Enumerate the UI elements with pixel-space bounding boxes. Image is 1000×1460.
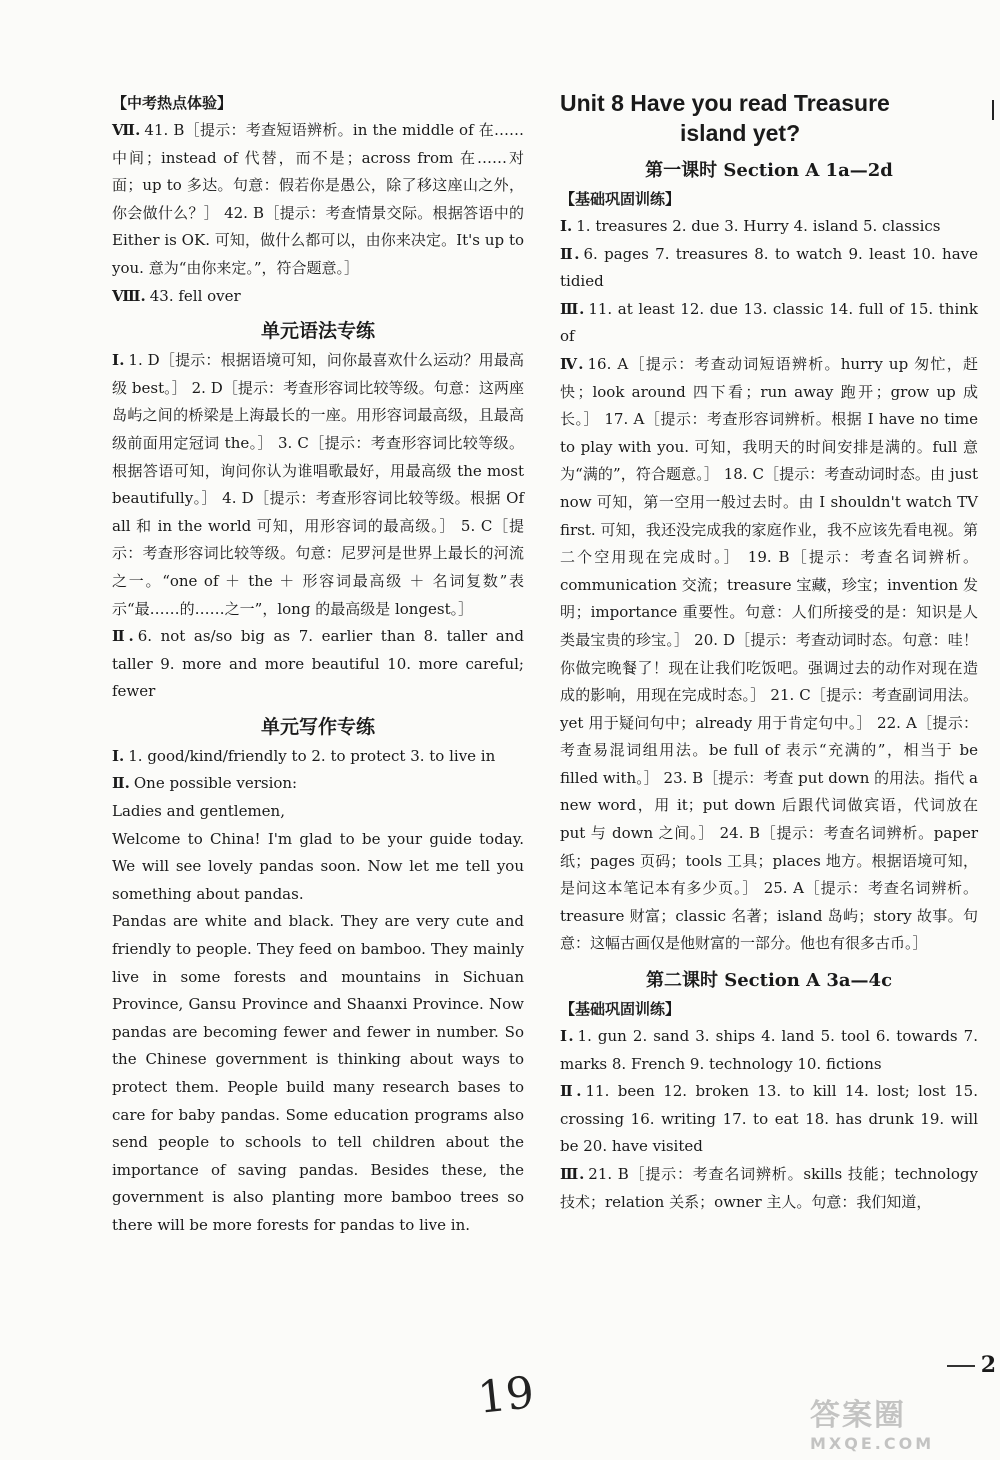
lesson2-item-ii: Ⅱ. 11. been 12. broken 13. to kill 14. lost; lost 15. crossing 16. writing 17. to eat 18. has drunk 19. will be 20. have visited bbox=[560, 1082, 978, 1156]
lesson1-item-iv: Ⅳ. 16. A［提示：考查动词短语辨析。hurry up 匆忙，赶快；look around 四下看；run away 跑开；grow up 成长。］ 17. A［提示：考查形容词辨析。根据 I have no time to play with you. 可知，我明天的时间安排是满的。full 意为“满的”，符合题意。］ 18. C［提示：考查动词时态。由 just now 可知，第一空用一般过去时。由 I shouldn't watch TV first. 可知，我还没完成我的家庭作业，我不应该先看电视。第二个空用现在完成时。］ 19. B［提示：考查名词辨析。communication 交流；treasure 宝藏，珍宝；invention 发明；importance 重要性。句意：人们所接受的是：知识是人类最宝贵的珍宝。］ 20. D［提示：考查动词时态。句意：哇！你做完晚餐了！现在让我们吃饭吧。强调过去的动作对现在造成的影响，用现在完成时态。］ 21. C［提示：考查副词用法。yet 用于疑问句中；already 用于肯定句中。］ 22. A［提示：考查易混词组用法。be full of 表示“充满的”，相当于 be filled with。］ 23. B［提示：考查 put down 的用法。指代 a new word，用 it；put down 后跟代词做宾语，代词放在 put 与 down 之间。］ 24. B［提示：考查名词辨析。paper 纸；pages 页码；tools 工具；places 地方。根据语境可知，是问这本笔记本有多少页。］ 25. A［提示：考查名词辨析。treasure 财富；classic 名著；island 岛屿；story 故事。句意：这幅古画仅是他财富的一部分。他也有很多古币。］ bbox=[560, 354, 978, 953]
essay-greeting: Ladies and gentlemen, bbox=[112, 802, 285, 821]
grammar-item-ii: Ⅱ. 6. not as/so big as 7. earlier than 8. taller and taller 9. more and more beautiful 10. more careful; fewer bbox=[112, 627, 524, 701]
unit-title bbox=[560, 88, 978, 148]
heading-writing: 单元写作专练 bbox=[260, 715, 375, 738]
lesson1-item-ii: Ⅱ. 6. pages 7. treasures 8. to watch 9. least 10. have tidied bbox=[560, 244, 978, 291]
lesson-heading-1: 第一课时 Section A 1a—2d bbox=[645, 160, 893, 181]
writing-item-i: Ⅰ. 1. good/kind/friendly to 2. to protect 3. to live in bbox=[112, 746, 496, 765]
section-bracket-hot: 【中考热点体验】 bbox=[112, 94, 233, 112]
heading-grammar: 单元语法专练 bbox=[260, 320, 375, 343]
watermark-line2: MXQE.COM bbox=[810, 1434, 935, 1453]
right-column bbox=[560, 88, 978, 1216]
watermark-logo bbox=[810, 1390, 980, 1453]
margin-bar bbox=[992, 100, 994, 120]
section-bracket-basic-2: 【基础巩固训练】 bbox=[560, 1000, 681, 1019]
answer-item-viii: Ⅷ. 43. fell over bbox=[112, 286, 241, 305]
unit-title-line2: island yet? bbox=[680, 120, 801, 146]
writing-item-ii: Ⅱ. One possible version: bbox=[112, 774, 298, 793]
essay-para-1: Welcome to China! I'm glad to be your guide today. We will see lovely pandas soon. Now let me tell you something about pandas. bbox=[112, 829, 524, 903]
page-number: 2 bbox=[947, 1352, 996, 1378]
lesson1-item-iii: Ⅲ. 11. at least 12. due 13. classic 14. full of 15. think of bbox=[560, 299, 978, 346]
lesson2-item-iii: Ⅲ. 21. B［提示：考查名词辨析。skills 技能；technology 技术；relation 关系；owner 主人。句意：我们知道， bbox=[560, 1165, 978, 1211]
lesson-heading-2: 第二课时 Section A 3a—4c bbox=[645, 970, 893, 992]
answer-item-vii: Ⅶ. 41. B［提示：考查短语辨析。in the middle of 在……中间；instead of 代替，而不是；across from 在……对面；up to 多达。句意：假若你是愚公，除了移这座山之外，你会做什么？］ 42. B［提示：考查情景交际。根据答语中的 Either is OK. 可知，做什么都可以，由你来决定。It's up to you. 意为“由你来定。”，符合题意。］ bbox=[112, 121, 524, 277]
section-bracket-basic-1: 【基础巩固训练】 bbox=[560, 190, 681, 208]
left-column bbox=[112, 88, 524, 1240]
watermark-line1: 答案圈 bbox=[810, 1398, 906, 1433]
handwritten-number: 19 bbox=[475, 1367, 537, 1424]
unit-title-line1: Unit 8 Have you read Treasure bbox=[560, 90, 890, 116]
lesson1-item-i: Ⅰ. 1. treasures 2. due 3. Hurry 4. island 5. classics bbox=[560, 217, 941, 235]
essay-para-2: Pandas are white and black. They are very cute and friendly to people. They feed on bamboo. They mainly live in some forests and mountains in Sichuan Province, Gansu Province and Shaanxi Province. Now pandas are becoming fewer and fewer in number. So the Chinese government is thinking about ways to protect them. People build many research bases to care for baby pandas. Some education programs also send people to schools to tell children about the importance of saving pandas. Besides these, the government is also planting more bamboo trees so there will be more forests for pandas to live in. bbox=[112, 912, 524, 1234]
lesson2-item-i: Ⅰ. 1. gun 2. sand 3. ships 4. land 5. tool 6. towards 7. marks 8. French 9. technology 10. fictions bbox=[560, 1027, 978, 1073]
grammar-item-i: Ⅰ. 1. D［提示：根据语境可知，问你最喜欢什么运动？用最高级 best。］ 2. D［提示：考查形容词比较等级。句意：这两座岛屿之间的桥梁是上海最长的一座。用形容词最高级，且最高级前面用定冠词 the。］ 3. C［提示：考查形容词比较等级。根据答语可知，询问你认为谁唱歌最好，用最高级 the most beautifully。］ 4. D［提示：考查形容词比较等级。根据 Of all 和 in the world 可知，用形容词的最高级。］ 5. C［提示：考查形容词比较等级。句意：尼罗河是世界上最长的河流之一。“one of ＋ the ＋ 形容词最高级 ＋ 名词复数”表示“最……的……之一”，long 的最高级是 longest。］ bbox=[112, 351, 524, 618]
